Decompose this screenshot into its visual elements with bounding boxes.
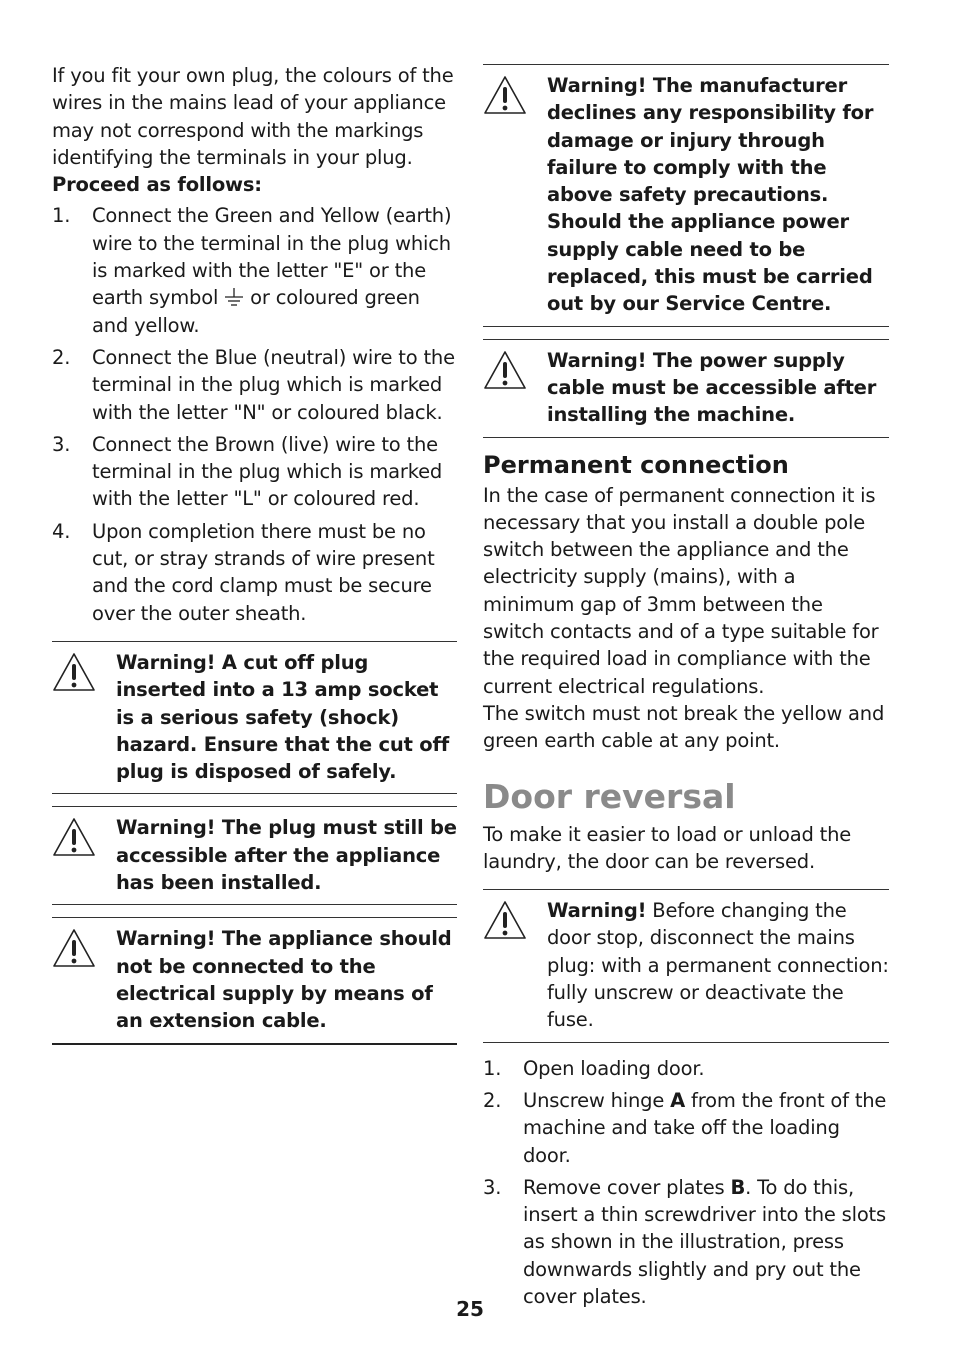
earth-symbol-icon <box>224 287 244 307</box>
warning-triangle-icon <box>483 347 547 429</box>
permanent-paragraph: In the case of permanent connection it is necessary that you install a double pole switch between the appliance and the electricity supply (mains), with a minimum gap of 3mm between the switch contacts and of a type suitable for the required load in compliance with the current electrical regulations. <box>483 483 879 698</box>
list-item: 2. Connect the Blue (neutral) wire to the terminal in the plug which is marked with the letter "N" or coloured black. <box>52 345 455 424</box>
warning-triangle-icon <box>483 72 547 318</box>
warning-triangle-icon <box>483 897 547 1033</box>
intro-paragraph: If you fit your own plug, the colours of the wires in the mains lead of your appliance may not correspond with the markings identifying the terminals in your plug. <box>52 64 454 169</box>
door-steps-list <box>483 1055 889 1311</box>
permanent-connection-heading: Permanent connection <box>483 450 789 479</box>
warning-box: Warning! Before changing the door stop, disconnect the mains plug: with a permanent connection: fully unscrew or deactivate the fuse. <box>483 889 889 1042</box>
warning-triangle-icon <box>52 649 116 785</box>
warning-triangle-icon <box>52 925 116 1034</box>
door-intro: To make it easier to load or unload the laundry, the door can be reversed. <box>483 822 852 873</box>
list-item: 2. Unscrew hinge A from the front of the machine and take off the loading door. <box>483 1088 887 1167</box>
list-item: 1. Connect the Green and Yellow (earth) wire to the terminal in the plug which is marked with the letter "E" or the earth symbol or coloured green and yellow. <box>52 204 452 337</box>
warning-box: Warning! The power supply cable must be accessible after installing the machine. <box>483 339 889 438</box>
left-column <box>52 62 457 1045</box>
list-item: 3. Remove cover plates B. To do this, insert a thin screwdriver into the slots as shown in the illustration, press downwards slightly and pry out the cover plates. <box>483 1175 886 1308</box>
warning-box: Warning! The appliance should not be connected to the electrical supply by means of an extension cable. <box>52 917 457 1044</box>
door-reversal-heading: Door reversal <box>483 776 736 816</box>
list-item: 1. Open loading door. <box>483 1056 705 1080</box>
plug-steps-list <box>52 202 457 626</box>
list-item: 3. Connect the Brown (live) wire to the terminal in the plug which is marked with the letter "L" or coloured red. <box>52 432 443 511</box>
permanent-note: The switch must not break the yellow and green earth cable at any point. <box>483 701 885 753</box>
proceed-heading: Proceed as follows: <box>52 173 262 197</box>
warning-box: Warning! A cut off plug inserted into a 13 amp socket is a serious safety (shock) hazard. Ensure that the cut off plug is disposed of safely. <box>52 641 457 794</box>
page-number: 25 <box>456 1297 484 1321</box>
warning-triangle-icon <box>52 814 116 896</box>
warning-box: Warning! The manufacturer declines any responsibility for damage or injury through failure to comply with the above safety precautions. Should the appliance power supply cable need to be replaced, this must be carried out by our Service Centre. <box>483 64 889 327</box>
list-item: 4. Upon completion there must be no cut, or stray strands of wire present and the cord clamp must be secure over the outer sheath. <box>52 519 435 625</box>
right-column <box>483 64 889 1315</box>
warning-box: Warning! The plug must still be accessible after the appliance has been installed. <box>52 806 457 905</box>
